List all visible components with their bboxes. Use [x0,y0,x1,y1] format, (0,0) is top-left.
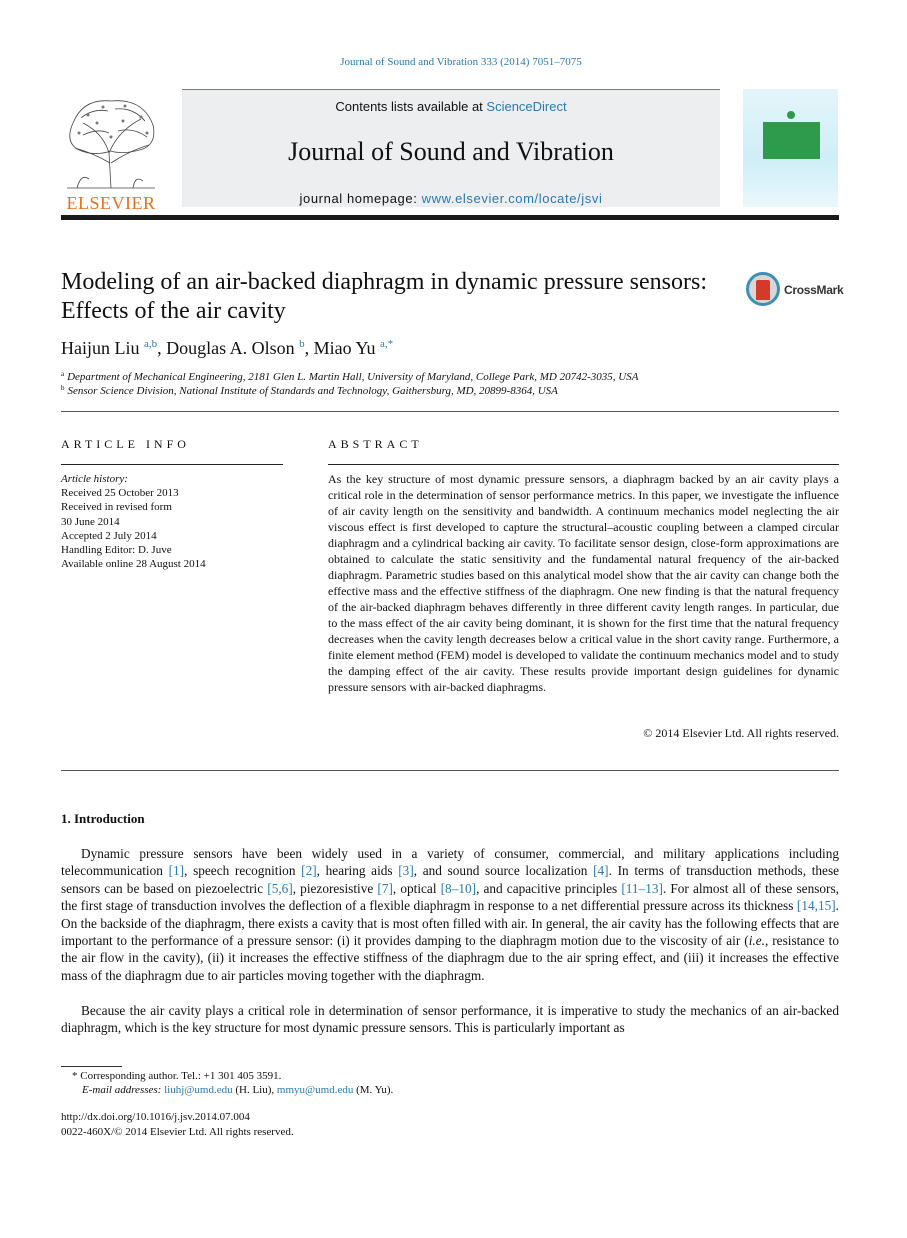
intro-paragraph-1 [61,845,839,984]
contents-line [182,99,720,114]
article-title: Modeling of an air-backed diaphragm in dynamic pressure sensors: Effects of the air cavity [61,269,707,324]
crossmark-icon [746,272,780,306]
paragraph-text: . For almost all of these sensors, the first stage of transduction involves the deflection of a flexible diaphragm in response to a net differential pressure across its thickness [61,880,839,914]
paragraph-text: . In terms of transduction methods, these sensors can be based on piezoelectric [61,863,840,896]
paragraph-text: , and sound source localization [413,863,594,879]
paragraph-text: , hearing aids [316,863,399,879]
header-divider [61,215,839,220]
affiliation-mark: b [61,384,65,392]
article-history [61,472,283,571]
abstract-rule [328,464,839,465]
affiliation-divider [61,411,839,412]
paragraph-text: . On the backside of the diaphragm, there exists a cavity that is most often filled with air. In general, the air cavity has the following effects that are important to the performance of a pressure sensor: (i) it provides damping to the diaphragm motion due to the viscosity of air ( [61,898,839,949]
homepage-line [182,191,720,206]
author-list: Haijun Liu $^{a,b}$, Douglas A. Olson $^b$, Miao Yu $^{a,*}$ [61,338,394,358]
abstract-heading: ABSTRACT [328,437,423,451]
crossmark-label: CrossMark [784,283,844,297]
email-owner: (H. Liu), [232,1084,277,1096]
author-affil-mark[interactable]: a,* [380,338,394,350]
footnote-rule [61,1066,122,1067]
homepage-link[interactable]: www.elsevier.com/locate/jsvi [421,191,603,206]
doi-link[interactable]: http://dx.doi.org/10.1016/j.jsv.2014.07.004 [61,1111,250,1123]
author-affil-mark[interactable]: b [299,338,305,350]
cover-title-panel [763,122,820,159]
abstract-text: As the key structure of most dynamic pressure sensors, a diaphragm backed by an air cavity plays a critical role in the determination of sensor performance metrics. In this paper, we investigate the influence of air cavity length on the sensitivity and bandwidth. A continuum mechanics model neglecting the air viscous effect is first developed to capture the structural–acoustic coupling between a clamped circular diaphragm and a cylindrical backing air cavity. To facilitate sensor design, close-form approximations are obtained to calculate the static sensitivity and the fundamental natural frequency of the air-backed diaphragm. Parametric studies based on this analytical model show that the air cavity can change both the effective mass and the effective stiffness of the diaphragm. One new finding is that the natural frequency of the air-backed diaphragm behaves differently in three different cavity length ranges. In particular, due to the mass effect of the air cavity being dominant, it is shown for the first time that the natural frequency decreases when the cavity length decreases below a critical value in the short cavity range. Furthermore, a finite element method (FEM) model is developed to validate the continuum mechanics model and to study the damping effect of the air cavity. These results provide important design guidelines for dynamic pressure sensors with air-backed diaphragms. [328,472,839,694]
citation-link[interactable]: [7] [377,880,393,896]
email-label: E-mail addresses: [82,1084,165,1096]
abstract-divider [61,770,839,771]
elsevier-wordmark: ELSEVIER [66,193,156,213]
paragraph-text: , optical [392,880,441,896]
journal-name: Journal of Sound and Vibration [288,137,614,166]
section-heading-introduction: 1. Introduction [61,811,145,826]
journal-citation[interactable]: Journal of Sound and Vibration 333 (2014) 7051–7075 [340,56,582,68]
citation-link[interactable]: [5,6] [267,880,293,896]
crossmark-badge[interactable] [746,272,846,308]
citation-link[interactable]: [2] [301,863,317,879]
article-info-heading: ARTICLE INFO [61,437,190,451]
citation-link[interactable]: [3] [398,863,414,879]
author-name[interactable]: Miao Yu [313,338,376,358]
corresponding-author-note: * Corresponding author. Tel.: +1 301 405 3591. [72,1070,282,1082]
cover-logo-icon [787,111,795,119]
abstract-copyright: © 2014 Elsevier Ltd. All rights reserved. [643,726,839,740]
author-name[interactable]: Douglas A. Olson [166,338,295,358]
email-owner: (M. Yu). [353,1084,394,1096]
sciencedirect-link[interactable]: ScienceDirect [486,99,567,114]
paragraph-text: , and capacitive principles [476,880,622,896]
history-label: Article history: [61,473,128,485]
affiliation-text: Department of Mechanical Engineering, 2181 Glen L. Martin Hall, University of Maryland, College Park, MD 20742-3035, USA [67,371,639,383]
history-line: Received 25 October 2013 [61,487,179,500]
intro-paragraph-2: Because the air cavity plays a critical role in determination of sensor performance, it is imperative to study the mechanics of an air-backed diaphragm, which is the key structure for most dynamic pressure sensors. This is particularly important as [61,1003,839,1036]
homepage-prefix: journal homepage: [299,191,422,206]
paragraph-text: , piezoresistive [292,880,378,896]
email-link-liu[interactable]: liuhj@umd.edu [164,1084,233,1096]
email-link-yu[interactable]: mmyu@umd.edu [276,1084,354,1096]
author-name[interactable]: Haijun Liu [61,338,140,358]
contents-prefix: Contents lists available at [335,99,487,114]
affiliation-a [61,370,638,383]
affiliation-mark: a [61,370,65,378]
history-line: Handling Editor: D. Juve [61,544,172,557]
issn-line: 0022-460X/© 2014 Elsevier Ltd. All rights reserved. [61,1126,294,1138]
citation-link[interactable]: [1] [168,863,185,879]
citation-link[interactable]: [8–10] [440,880,477,896]
affiliation-text: Sensor Science Division, National Institute of Standards and Technology, Gaithersburg, MD, 20899-8364, USA [67,385,558,397]
elsevier-logo[interactable] [61,93,161,213]
journal-cover-thumbnail[interactable] [743,89,838,207]
history-line: 30 June 2014 [61,515,120,528]
article-info-rule [61,464,283,465]
italic-text: i.e. [748,933,765,949]
history-line: Accepted 2 July 2014 [61,529,157,542]
paragraph-text: , resistance to the air flow in the cavity), (ii) it increases the effective stiffness of the diaphragm due to the air spring effect, and (iii) it increases the effective mass of the diaphragm due to air particles moving together with the diaphragm. [61,933,839,983]
cover-publisher-mark [773,185,813,197]
journal-header [61,89,839,217]
journal-header-box [182,89,720,207]
history-line: Available online 28 August 2014 [61,558,206,571]
elsevier-tree-icon [63,93,159,191]
citation-link[interactable]: [14,15] [796,898,836,914]
citation-link[interactable]: [11–13] [621,880,663,896]
paragraph-text: Dynamic pressure sensors have been widely used in a variety of consumer, commercial, and military applications including telecommunication [61,846,839,879]
author-affil-mark[interactable]: a,b [144,338,158,350]
affiliation-b [61,384,558,397]
history-line: Received in revised form [61,501,172,514]
citation-link[interactable]: [4] [593,863,609,879]
email-note [82,1084,393,1096]
paragraph-text: , speech recognition [184,863,302,879]
